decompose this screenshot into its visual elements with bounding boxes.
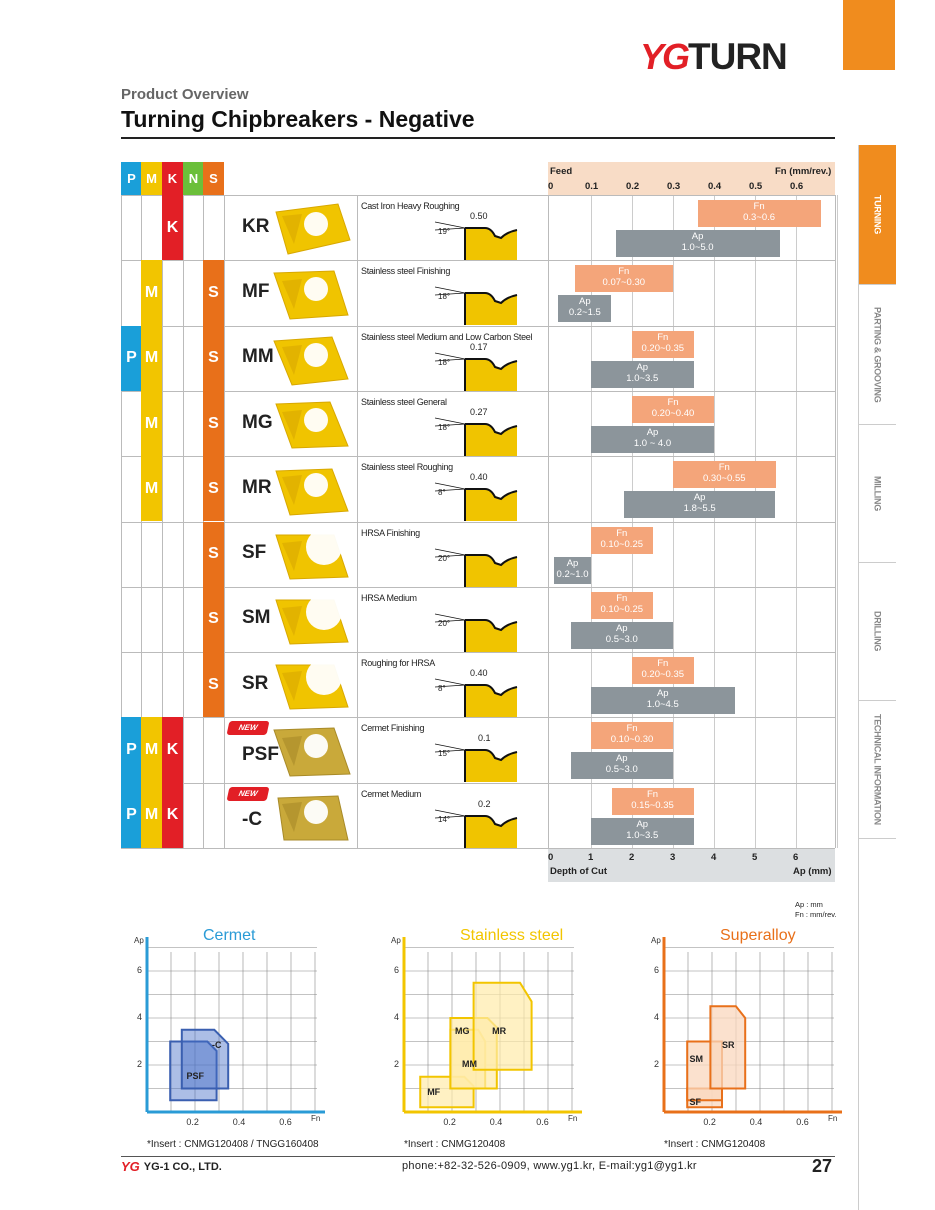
rake-angle-label: 20° <box>438 618 451 628</box>
fn-value: 0.20~0.40 <box>651 407 695 419</box>
region-label: PSF <box>186 1070 204 1081</box>
iso-marker-s: S <box>203 391 224 456</box>
ap-value: 1.0~5.0 <box>681 242 714 253</box>
fn-label: Fn <box>718 462 730 474</box>
mini-chart-title: Stainless steel <box>460 927 564 944</box>
y-tick: 6 <box>394 965 400 975</box>
ap-value: 1.0~3.5 <box>626 829 659 841</box>
depth-tick: 6 <box>793 852 799 863</box>
y-tick: 6 <box>137 965 143 975</box>
chipbreaker-code: -C <box>242 809 263 831</box>
land-width-label: 0.1 <box>478 733 491 744</box>
ap-label: Ap <box>691 231 704 242</box>
fn-label: Fn <box>626 723 638 735</box>
depth-axis-title: Depth of Cut <box>550 866 607 877</box>
iso-marker-m: M <box>141 391 162 456</box>
rake-angle-label: 19° <box>438 227 451 236</box>
footer-contact: phone:+82-32-526-0909, www.yg1.kr, E-mail:yg1@yg1.kr <box>402 1160 697 1172</box>
ap-value: 1.0 ~ 4.0 <box>633 437 672 449</box>
unit-ap: Ap : mm <box>795 900 823 909</box>
fn-value: 0.10~0.25 <box>600 538 644 550</box>
insert-note: *Insert : CNMG120408 <box>664 1139 766 1150</box>
iso-header-s: S <box>203 162 224 195</box>
tab-label: PARTING & GROOVING <box>872 306 883 403</box>
land-width-label: 0.17 <box>470 341 488 352</box>
chipbreaker-description: Stainless steel Medium and Low Carbon Steel <box>361 331 533 342</box>
footer-logo-icon: YG <box>121 1159 140 1174</box>
rake-angle-label: 18° <box>438 292 451 302</box>
feed-tick: 0.1 <box>585 181 599 192</box>
insert-note: *Insert : CNMG120408 / TNGG160408 <box>147 1139 319 1150</box>
footer-company <box>121 1159 222 1174</box>
rake-angle-label: 15° <box>438 749 451 759</box>
x-axis-label: Fn <box>311 1114 321 1123</box>
fn-value: 0.20~0.35 <box>641 669 685 681</box>
y-axis-label: Ap <box>134 936 144 945</box>
feed-tick: 0.5 <box>749 181 763 192</box>
region-label: SR <box>722 1040 735 1051</box>
chipbreaker-description: Cast Iron Heavy Roughing <box>361 201 460 211</box>
chipbreaker-code: SF <box>242 542 267 564</box>
rake-angle-label: 8° <box>438 684 446 694</box>
y-tick: 4 <box>394 1012 400 1022</box>
rake-angle-label: 20° <box>438 553 451 563</box>
y-tick: 2 <box>394 1059 400 1069</box>
footer-rule <box>121 1156 835 1157</box>
ap-label: Ap <box>636 361 649 373</box>
feed-axis-title: Feed <box>550 166 573 177</box>
feed-tick: 0.3 <box>667 181 681 192</box>
section-label: Product Overview <box>121 86 249 103</box>
mini-chart-title: Cermet <box>203 927 256 944</box>
ap-value: 0.2~1.0 <box>556 568 589 580</box>
iso-marker-k: K <box>162 717 183 782</box>
iso-marker-p: P <box>121 783 142 848</box>
iso-marker-s: S <box>203 652 224 717</box>
land-width-label: 0.2 <box>478 798 491 809</box>
y-axis-label: Ap <box>391 936 401 945</box>
fn-label: Fn <box>667 396 679 408</box>
region-label: SF <box>689 1096 702 1107</box>
iso-marker-p: P <box>121 717 142 782</box>
new-badge: NEW <box>227 787 270 801</box>
fn-label: Fn <box>616 527 628 539</box>
mini-chart-title: Superalloy <box>720 927 796 944</box>
x-tick: 0.6 <box>796 1117 809 1127</box>
chipbreaker-code: SR <box>242 672 269 694</box>
region-label: -C <box>211 1040 222 1051</box>
logo-yg: YG <box>640 36 689 77</box>
fn-value: 0.07~0.30 <box>602 277 646 289</box>
tab-label: MILLING <box>872 476 883 511</box>
y-tick: 2 <box>654 1059 660 1069</box>
fn-value: 0.30~0.55 <box>702 473 746 485</box>
page-number: 27 <box>812 1156 833 1176</box>
feed-tick: 0.2 <box>626 181 640 192</box>
iso-marker-m: M <box>141 326 162 391</box>
new-badge: NEW <box>227 721 270 735</box>
rake-angle-label: 14° <box>438 814 451 824</box>
feed-tick: 0.4 <box>708 181 722 192</box>
iso-marker-k: K <box>162 195 183 260</box>
fn-label: Fn <box>657 658 669 670</box>
chipbreaker-code: MF <box>242 280 270 302</box>
chipbreaker-code: PSF <box>242 744 279 766</box>
ap-value: 0.5~3.0 <box>605 764 638 776</box>
depth-tick: 2 <box>629 852 635 863</box>
x-tick: 0.4 <box>232 1117 246 1127</box>
iso-header-p: P <box>121 162 142 195</box>
tab-label: DRILLING <box>872 611 883 652</box>
chipbreaker-description: Cermet Finishing <box>361 723 425 734</box>
iso-marker-s: S <box>203 587 224 652</box>
company-name: YG-1 CO., LTD. <box>143 1160 222 1173</box>
depth-tick: 0 <box>548 852 554 863</box>
iso-marker-p: P <box>121 326 142 391</box>
region-label: MM <box>462 1059 477 1069</box>
depth-tick: 5 <box>752 852 758 863</box>
region-label: MG <box>455 1026 470 1037</box>
chipbreaker-description: Cermet Medium <box>361 788 422 799</box>
y-axis-label: Ap <box>651 936 661 945</box>
x-axis-label: Fn <box>828 1114 838 1123</box>
x-tick: 0.2 <box>186 1117 199 1127</box>
chipbreaker-description: Stainless steel Roughing <box>361 462 453 473</box>
x-tick: 0.6 <box>536 1117 549 1127</box>
fn-value: 0.15~0.35 <box>631 799 674 811</box>
iso-marker-m: M <box>141 783 162 848</box>
fn-value: 0.10~0.30 <box>610 734 654 746</box>
feed-tick: 0 <box>548 181 554 192</box>
y-tick: 4 <box>137 1012 143 1022</box>
ap-label: Ap <box>693 492 706 504</box>
tab-label: TECHNICAL INFORMATION <box>872 714 883 825</box>
fn-label: Fn <box>618 266 630 278</box>
x-tick: 0.6 <box>279 1117 292 1127</box>
ap-label: Ap <box>615 753 628 765</box>
chipbreaker-code: MM <box>242 346 274 368</box>
fn-label: Fn <box>657 331 669 343</box>
iso-header-n: N <box>183 162 204 195</box>
region-label: MR <box>492 1026 507 1037</box>
iso-header-m: M <box>141 162 162 195</box>
fn-label: Fn <box>646 788 659 800</box>
x-axis-label: Fn <box>568 1114 578 1123</box>
ap-value: 1.0~3.5 <box>626 372 659 384</box>
depth-tick: 4 <box>711 852 717 863</box>
depth-axis-unit: Ap (mm) <box>793 866 832 877</box>
chipbreaker-code: MR <box>242 476 272 498</box>
iso-marker-s: S <box>203 522 224 587</box>
region-label: MF <box>427 1087 441 1098</box>
ap-value: 1.8~5.5 <box>683 503 716 515</box>
x-tick: 0.2 <box>703 1117 716 1127</box>
ap-label: Ap <box>615 622 628 634</box>
fn-value: 0.10~0.25 <box>600 603 644 615</box>
iso-marker-k: K <box>162 783 183 848</box>
x-tick: 0.2 <box>443 1117 456 1127</box>
ap-value: 0.5~3.0 <box>605 633 638 645</box>
chipbreaker-code: MG <box>242 411 273 433</box>
land-width-label: 0.50 <box>470 211 488 221</box>
chipbreaker-description: HRSA Finishing <box>361 527 420 538</box>
chipbreaker-description: Roughing for HRSA <box>361 658 435 669</box>
ap-label: Ap <box>646 426 659 438</box>
y-tick: 4 <box>654 1012 660 1022</box>
iso-marker-s: S <box>203 456 224 521</box>
fn-value: 0.20~0.35 <box>641 342 685 354</box>
region-label: SM <box>689 1054 704 1065</box>
depth-tick: 3 <box>670 852 676 863</box>
iso-marker-m: M <box>141 717 162 782</box>
land-width-label: 0.40 <box>470 668 488 679</box>
ap-label: Ap <box>579 296 591 308</box>
y-tick: 2 <box>137 1059 143 1069</box>
ap-value: 1.0~4.5 <box>646 699 679 711</box>
land-width-label: 0.40 <box>470 472 488 483</box>
feed-axis-unit: Fn (mm/rev.) <box>775 166 832 177</box>
ap-value: 0.2~1.5 <box>568 307 601 319</box>
rake-angle-label: 18° <box>438 357 451 367</box>
x-tick: 0.4 <box>489 1117 503 1127</box>
iso-marker-s: S <box>203 326 224 391</box>
iso-header-k: K <box>162 162 183 195</box>
ap-label: Ap <box>566 557 579 569</box>
iso-marker-m: M <box>141 260 162 325</box>
rake-angle-label: 18° <box>438 422 451 432</box>
chipbreaker-description: Stainless steel General <box>361 396 447 407</box>
iso-marker-m: M <box>141 456 162 521</box>
x-tick: 0.4 <box>749 1117 763 1127</box>
chipbreaker-code: SM <box>242 607 271 629</box>
y-tick: 6 <box>654 965 660 975</box>
depth-tick: 1 <box>588 852 594 863</box>
ap-label: Ap <box>636 818 649 830</box>
unit-fn: Fn : mm/rev. <box>795 910 837 919</box>
fn-value: 0.3~0.6 <box>743 212 776 223</box>
tab-label: TURNING <box>872 195 883 234</box>
insert-note: *Insert : CNMG120408 <box>404 1139 506 1150</box>
fn-label: Fn <box>753 201 765 212</box>
rake-angle-label: 8° <box>438 488 446 498</box>
page-title: Turning Chipbreakers - Negative <box>121 106 475 132</box>
ap-label: Ap <box>656 688 669 700</box>
chipbreaker-description: HRSA Medium <box>361 592 417 603</box>
iso-marker-s: S <box>203 260 224 325</box>
fn-label: Fn <box>616 592 628 604</box>
feed-tick: 0.6 <box>790 181 804 192</box>
logo-turn: TURN <box>688 36 787 77</box>
land-width-label: 0.27 <box>470 406 488 417</box>
chipbreaker-code: KR <box>242 215 270 237</box>
chipbreaker-description: Stainless steel Finishing <box>361 266 451 277</box>
